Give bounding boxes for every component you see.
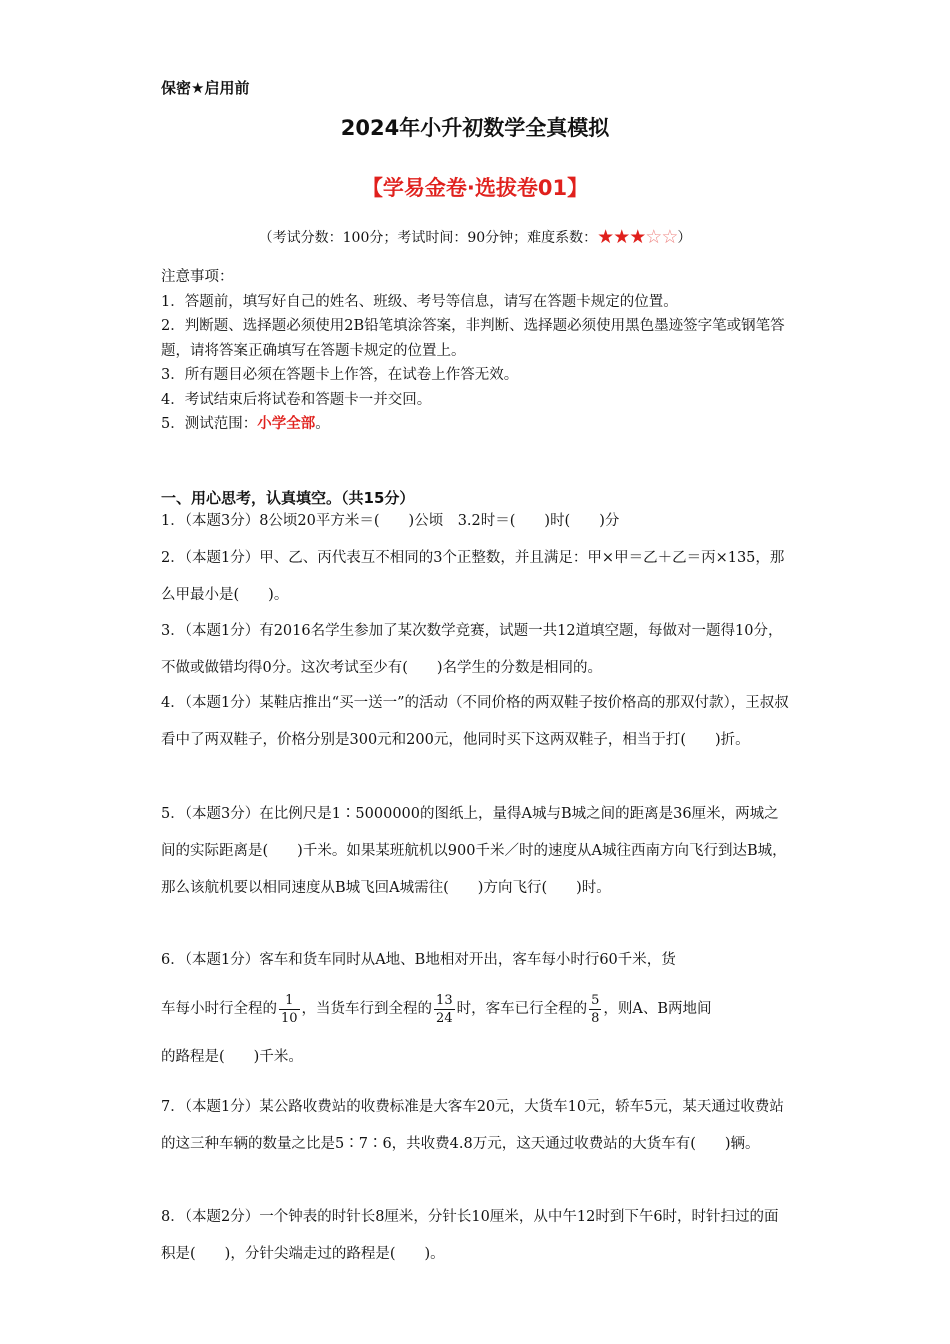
difficulty-stars-filled: ★★★ <box>597 226 646 248</box>
fraction-3-denominator: 8 <box>591 1010 600 1026</box>
question-8 <box>161 1199 793 1273</box>
exam-info-suffix: ） <box>677 230 692 246</box>
page-subtitle: 【学易金卷·选拔卷01】 <box>361 176 589 200</box>
question-6-line-1: 6．（本题1分）客车和货车同时从A地、B地相对开出，客车每小时行60千米，货 <box>161 952 676 968</box>
notes-block <box>161 265 801 437</box>
question-2 <box>161 540 793 614</box>
fraction-five-eighths <box>589 992 601 1027</box>
question-1-text: 1．（本题3分）8公顷20平方米＝( )公顷 3.2时＝( )时( )分 <box>161 513 620 529</box>
section-title: 一、用心思考，认真填空。（共15分） <box>161 489 415 507</box>
exam-info <box>0 226 950 248</box>
q6-text-b: ，当货车行到全程的 <box>301 1001 433 1017</box>
fraction-thirteen-24ths <box>434 992 455 1027</box>
notes-item-1: 1．答题前，填写好自己的姓名、班级、考号等信息，请写在答题卡规定的位置。 <box>161 293 678 310</box>
notes-heading: 注意事项： <box>161 269 234 285</box>
question-6 <box>161 942 793 1076</box>
question-5 <box>161 796 793 907</box>
question-1 <box>161 503 793 540</box>
question-6-line-3: 的路程是( )千米。 <box>161 1049 303 1065</box>
difficulty-stars <box>597 226 677 248</box>
question-7 <box>161 1089 793 1163</box>
fraction-2-numerator: 13 <box>436 992 453 1008</box>
difficulty-stars-empty: ☆☆ <box>645 226 678 248</box>
notes-item-4: 4．考试结束后将试卷和答题卡一并交回。 <box>161 391 432 408</box>
q6-text-a: 车每小时行全程的 <box>161 1001 277 1017</box>
question-4-text: 4．（本题1分）某鞋店推出“买一送一”的活动（不同价格的两双鞋子按价格高的那双付款），王叔叔看中了两双鞋子，价格分别是300元和200元，他同时买下这两双鞋子，相当于打( )折。 <box>161 695 789 748</box>
notes-item-5-suffix: 。 <box>315 416 330 432</box>
q6-text-c: 时，客车已行全程的 <box>456 1001 588 1017</box>
fraction-2-denominator: 24 <box>436 1010 453 1026</box>
fraction-1-numerator: 1 <box>279 992 300 1010</box>
fraction-1-denominator: 10 <box>281 1010 298 1026</box>
question-8-text: 8．（本题2分）一个钟表的时针长8厘米，分针长10厘米，从中午12时到下午6时，时针扫过的面积是( )，分针尖端走过的路程是( )。 <box>161 1209 779 1262</box>
question-4 <box>161 685 793 759</box>
notes-item-2: 2．判断题、选择题必须使用2B铅笔填涂答案，非判断、选择题必须使用黑色墨迹签字笔或钢笔答题，请将答案正确填写在答题卡规定的位置上。 <box>161 318 785 359</box>
fraction-one-tenth <box>279 992 300 1027</box>
question-5-text: 5．（本题3分）在比例尺是1∶5000000的图纸上，量得A城与B城之间的距离是36厘米，两城之间的实际距离是( )千米。如果某班航机以900千米／时的速度从A城往西南方向飞行到达B城，那么该航机要以相同速度从B城飞回A城需往( )方向飞行( )时。 <box>161 806 787 896</box>
confidential-label: 保密★启用前 <box>161 79 250 97</box>
notes-item-5 <box>161 412 801 437</box>
question-3-text: 3．（本题1分）有2016名学生参加了某次数学竞赛，试题一共12道填空题，每做对一题得10分，不做或做错均得0分。这次考试至少有( )名学生的分数是相同的。 <box>161 623 783 676</box>
page-title: 2024年小升初数学全真模拟 <box>340 116 610 140</box>
question-3 <box>161 613 793 687</box>
question-6-line-2 <box>161 979 793 1039</box>
exam-info-prefix: （考试分数：100分；考试时间：90分钟；难度系数： <box>258 230 598 246</box>
fraction-3-numerator: 5 <box>591 992 600 1008</box>
notes-item-5-prefix: 5．测试范围： <box>161 416 258 432</box>
question-2-text: 2．（本题1分）甲、乙、丙代表互不相同的3个正整数，并且满足：甲×甲＝乙＋乙＝丙×135，那么甲最小是( )。 <box>161 550 785 603</box>
q6-text-d: ，则A、B两地间 <box>603 1001 712 1017</box>
question-7-text: 7．（本题1分）某公路收费站的收费标准是大客车20元，大货车10元，轿车5元，某天通过收费站的这三种车辆的数量之比是5∶7∶6，共收费4.8万元，这天通过收费站的大货车有( )辆。 <box>161 1099 784 1152</box>
notes-item-3: 3．所有题目必须在答题卡上作答，在试卷上作答无效。 <box>161 367 519 383</box>
test-scope-highlight: 小学全部 <box>257 416 316 432</box>
